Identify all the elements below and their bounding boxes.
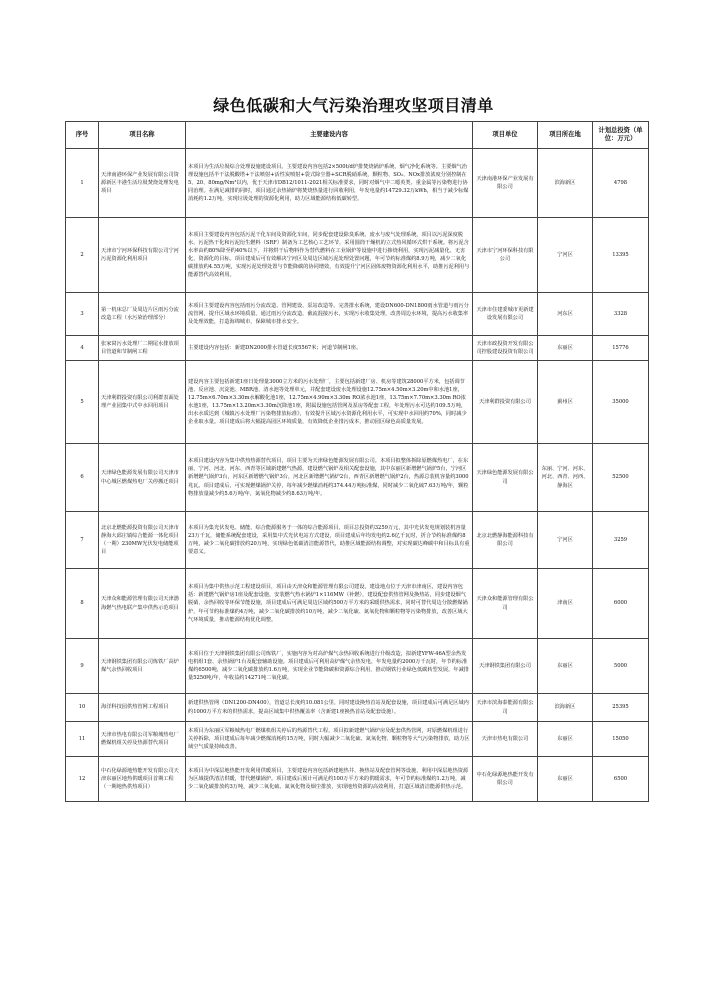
- row-no: 3: [66, 293, 99, 336]
- row-no: 1: [66, 149, 99, 218]
- row-content: 本项目为集光伏发电、储能、综合能源服务于一体的综合能源项目，项目总投资约3259万元，其中光伏发电规划装机容量23万千瓦，储能系统配套建设，采用集中式光伏电站方式建设，项目建成后年均发电约2.6亿千瓦时，折合节约标准煤约8万吨，减少二氧化碳排放约20万吨，实现绿色低碳清洁能源替代，助推区域能源结构调整，对实现碳达峰碳中和目标具有重要意义。: [186, 512, 473, 569]
- row-unit: 天津市住建委城市更新建设发展有限公司: [473, 293, 538, 336]
- row-investment: 3259: [593, 512, 649, 569]
- row-unit: 天津市滨海泰能源有限公司: [473, 694, 538, 722]
- table-row: [66, 149, 649, 218]
- row-investment: 3328: [593, 293, 649, 336]
- row-unit: 天津众和能源管理有限公司: [473, 569, 538, 639]
- row-no: 10: [66, 694, 99, 722]
- row-name: 海洋科技园供热管网工程项目: [99, 694, 186, 722]
- header-unit: 项目单位: [473, 122, 538, 149]
- row-investment: 6000: [593, 569, 649, 639]
- header-investment: 计划总投资（单位：万元）: [593, 122, 649, 149]
- row-name: 天津市热电有限公司军粮城热电厂燃煤机组关停及热源替代项目: [99, 722, 186, 757]
- header-no: 序号: [66, 122, 99, 149]
- row-no: 6: [66, 444, 99, 512]
- row-name: 天津南港环保产业发展有限公司资源新区丰港生活垃圾焚烧处理发电项目: [99, 149, 186, 218]
- row-no: 12: [66, 757, 99, 802]
- row-content: 本项目主要建设内容包括污泥干化车间及资源化车间，同步配套建设除臭系统、废水与废气处理系统，项目以污泥深度脱水、污泥热干化和污泥衍生燃料（SRF）制备为工艺核心工艺环节，采用圆筒干燥机的立式热风循环式烘干系统。将污泥含水率由约80%降至约40%以下，并将烘干后物料作为替代燃料在工业锅炉等设施中进行掺烧利用，实现污泥减量化、无害化、资源化的目标。项目建成后可有效解决宁河区及周边区域污泥处理处置问题，年可节约标准煤约8.9万吨，减少二氧化碳排放约4.55万吨，实现污泥处理处置与节能降碳的协同增效，有效提升宁河区固体废物资源化利用水平，助推污泥利用与能源替代高效利用。: [186, 218, 473, 293]
- row-unit: 天津市热电有限公司: [473, 722, 538, 757]
- row-no: 2: [66, 218, 99, 293]
- row-investment: 35000: [593, 361, 649, 444]
- row-investment: 15776: [593, 336, 649, 361]
- row-investment: 6500: [593, 757, 649, 802]
- table-row: [66, 722, 649, 757]
- row-unit: 中石化绿源地热能开发有限公司: [473, 757, 538, 802]
- row-investment: 52500: [593, 444, 649, 512]
- table-header-row: [66, 122, 649, 149]
- row-name: 天津众和能源管理有限公司天津渤海燃气热电联产集中供热示范项目: [99, 569, 186, 639]
- row-content: 本项目为生活垃圾综合处理设施建设项目。主要建设内容包括2×500t/d炉排焚烧锅炉系统、烟气净化系统等。主要烟气治理设施包括半干法脱酸塔+干法喷射+活性炭喷射+袋式除尘器+SCR脱硝系统，颗粒物、SO₂、NOx排放浓度分别控制在5、20、80mg/Nm³以内，优于天津市DB12/1011-2021相关标准要求，同时对烟气中二噁英类、重金属等污染物进行协同治理。在满足减排的同时，项目通过余热锅炉将焚烧热量进行回收利用，年发电量约14729.32万kWh，相当于减少标煤消耗约1.2万吨，实现垃圾处理的资源化利用，助力区域能源结构低碳转型。: [186, 149, 473, 218]
- row-content: 本项目为中深层地热能开发利用供暖项目，主要建设内容包括新建地热井、换热站及配套管网等设施，利用中深层地热资源为区域提供清洁供暖，替代燃煤锅炉。项目建成后预计可满足约100万平方米的供暖需求，年可节约标准煤约1.2万吨，减少二氧化碳排放约3万吨，减少二氧化硫、氮氧化物及烟尘排放，实现地热资源的高效利用，打造区域清洁能源供热示范。: [186, 757, 473, 802]
- row-content: 新建供热管网（DN1200-DN400），管道总长度约10.081公里，同时建设换热首站及配套设施，项目建成后可满足区域内约1000万平方米的供热需求，提高区域集中供热覆盖率（含新建1座换热首站及配套设施）。: [186, 694, 473, 722]
- row-area: 津南区: [538, 569, 593, 639]
- row-no: 8: [66, 569, 99, 639]
- row-no: 7: [66, 512, 99, 569]
- row-investment: 13395: [593, 218, 649, 293]
- row-unit: 天津市宁河环保科技有限公司: [473, 218, 538, 293]
- row-name: 张家窝污水处理厂二期尾水排放项目管道和节制闸工程: [99, 336, 186, 361]
- row-unit: 天津利群投资有限公司: [473, 361, 538, 444]
- row-unit: 天津绿色能源发展有限公司: [473, 444, 538, 512]
- row-unit: 北京北燃静海能源科技有限公司: [473, 512, 538, 569]
- row-content: 本项目为集中供热示范工程建设项目，项目由天津众和能源管理有限公司建设，建设地点位于天津市津南区，建设内容包括：新建燃气锅炉房1座及配套设施，安装燃气热水锅炉1×116MW（补燃），建设配套供热管网及换热站，同步建设烟气脱硝、余热回收等环保节能设施，项目建成后可满足周边区域约500万平方米的采暖供热需求，同时可替代周边分散燃煤锅炉，年可节约标准煤约4万吨，减少二氧化碳排放约10万吨，减少二氧化硫、氮氧化物和颗粒物等污染物排放，改善区域大气环境质量，推动能源结构优化调整。: [186, 569, 473, 639]
- row-name: 中石化绿源地热能开发有限公司天津东丽区地热供暖项目首期工程（一期地热供热项目）: [99, 757, 186, 802]
- row-area: 宁河区: [538, 512, 593, 569]
- row-content: 建设内容主要包括新建1座日处理量3000立方米的污水处理厂，主要包括新建厂房、机房等建筑28000平方米，包括调节池、反应池、沉淀池、MBR池、清水池等处理单元，并配套建设废水处理设施12.75m×4.50m×3.20m中和水池1座，12.75m×6.70m×3.30m水解酸化池1座，12.75m×4.90m×3.30m RO浓水池1座，13.75m×7.70m×3.30m RO浓水池1座，13.75m×13.20m×3.30m沉降池1座，附属设施包括管网及泵房等配套工程，年处理污水可达约109.5万吨，出水水质达到《城镇污水处理厂污染物排放标准》，有效提升区域污水资源化利用水平，可实现中水回用约70%，同时减少企业取水量。项目建成后将大幅提高园区环境质量，有效降低企业排污成本，推动园区绿色高质量发展。: [186, 361, 473, 444]
- table-row: [66, 569, 649, 639]
- row-investment: 15050: [593, 722, 649, 757]
- row-no: 9: [66, 639, 99, 694]
- row-no: 11: [66, 722, 99, 757]
- row-area: 滨海新区: [538, 694, 593, 722]
- header-area: 项目所在地: [538, 122, 593, 149]
- table-row: [66, 361, 649, 444]
- row-area: 东丽、宁河、河东、河北、西青、河西、静海区: [538, 444, 593, 512]
- header-name: 项目名称: [99, 122, 186, 149]
- row-name: 第一机床总厂及周边片区雨污分流改造工程（水污染治理部分）: [99, 293, 186, 336]
- table-row: [66, 444, 649, 512]
- row-investment: 4798: [593, 149, 649, 218]
- row-no: 4: [66, 336, 99, 361]
- row-area: 东丽区: [538, 722, 593, 757]
- row-area: 蓟州区: [538, 361, 593, 444]
- table-row: [66, 639, 649, 694]
- row-area: 宁河区: [538, 218, 593, 293]
- table-row: [66, 694, 649, 722]
- row-content: 本项目建设内容为集中供热热源替代项目，项目主要为天津绿色能源发展有限公司。本项目拟整体拆除原燃煤热电厂，在东丽、宁河、河北、河东、西青等区域新建燃气热源，建设燃气锅炉及相关配套设施，其中东丽区新增燃气锅炉5台，宁河区新增燃气锅炉3台，河东区新增燃气锅炉3台，河北区新增燃气锅炉2台，西青区新增燃气锅炉2台，热源总装机容量约3000兆瓦。项目建成后，可实现燃煤锅炉关停，每年减少燃煤消耗约374.44万吨标准煤，同时减少二氧化硫7.63万吨/年，颗粒物排放量减少约5.6万吨/年，氮氧化物减少约8.63万吨/年。: [186, 444, 473, 512]
- row-area: 河东区: [538, 293, 593, 336]
- row-name: 天津绿色能源发展有限公司天津市中心城区燃煤热电厂关停搬迁项目: [99, 444, 186, 512]
- row-area: 滨海新区: [538, 149, 593, 218]
- table-row: [66, 218, 649, 293]
- row-area: 东丽区: [538, 639, 593, 694]
- row-content: 本项目主要建设内容包括雨污分流改造、管网建设、泵站改造等。完善排水系统，建设DN600-DN1800雨水管道与雨污分流管网，提升区域水环境质量。通过雨污分流改造，截流混接污水，实现污水收集处理，改善周边水环境，提高污水收集率及处理效能，打造海绵城市，保障城市排水安全。: [186, 293, 473, 336]
- row-content: 本项目位于天津钢铁集团有限公司炼铁厂，实施内容为对高炉煤气余热回收系统进行升级改造，拟新建YFW-46A型余热发电机组1套、余热锅炉1台及配套辅助设施。项目建成后可利用高炉煤气余热发电，年发电量约2000万千瓦时，年节约标准煤约6500吨，减少二氧化碳排放约1.6万吨，实现企业节能降碳和资源综合利用，推动钢铁行业绿色低碳转型发展，年减排量5250吨/年，年收益约14271吨二氧化碳。: [186, 639, 473, 694]
- table-row: [66, 757, 649, 802]
- row-unit: 天津南港环保产业发展有限公司: [473, 149, 538, 218]
- project-table: [65, 121, 649, 802]
- row-no: 5: [66, 361, 99, 444]
- row-area: 东丽区: [538, 336, 593, 361]
- row-unit: 天津市政投资开发有限公司控股建设投资有限公司: [473, 336, 538, 361]
- row-content: 主要建设内容包括：新建DN2000排水管道长度5567米；河道节制闸1座。: [186, 336, 473, 361]
- page-title: 绿色低碳和大气污染治理攻坚项目清单: [213, 96, 494, 115]
- row-area: 东丽区: [538, 757, 593, 802]
- row-content: 本项目为东丽区军粮城热电厂燃煤机组关停后的热源替代工程，项目拟新建燃气锅炉房及配套供热管网，对原燃煤机组进行关停拆除，项目建成后每年减少燃煤消耗约15万吨，同时大幅减少二氧化硫、氮氧化物、颗粒物等大气污染物排放，助力区域空气质量持续改善。: [186, 722, 473, 757]
- table-row: [66, 293, 649, 336]
- row-investment: 25395: [593, 694, 649, 722]
- header-content: 主要建设内容: [186, 122, 473, 149]
- row-name: 北京北燃能源投资有限公司天津市静海大邱庄镇综合能源一体化项目（一期）230MW光伏发电储能项目: [99, 512, 186, 569]
- row-unit: 天津钢铁集团有限公司: [473, 639, 538, 694]
- row-name: 天津市宁河环保科技有限公司宁河污泥资源化利用项目: [99, 218, 186, 293]
- table-row: [66, 512, 649, 569]
- row-name: 天津利群投资有限公司利群表面处理产业园集中式中水回用项目: [99, 361, 186, 444]
- row-investment: 5000: [593, 639, 649, 694]
- row-name: 天津钢铁集团有限公司炼铁厂高炉煤气余热回收项目: [99, 639, 186, 694]
- table-body: [66, 149, 649, 802]
- table-row: [66, 336, 649, 361]
